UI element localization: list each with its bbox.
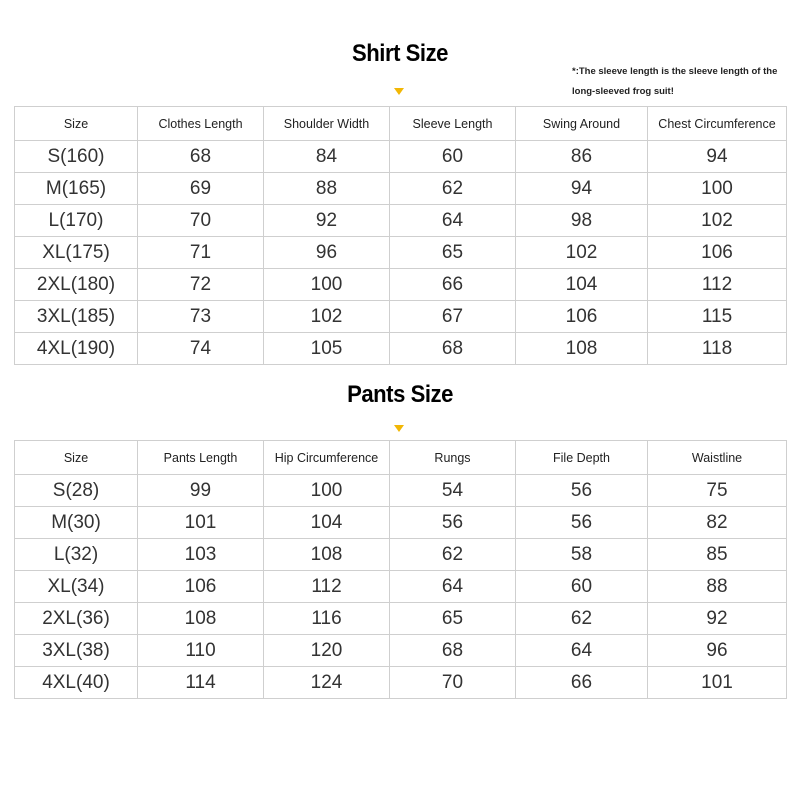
- table-header-row: [15, 107, 787, 141]
- table-cell: 116: [264, 603, 390, 635]
- table-cell: 86: [516, 141, 648, 173]
- table-cell: 118: [648, 333, 787, 365]
- column-header: Chest Circumference: [648, 107, 787, 141]
- column-header: Clothes Length: [138, 107, 264, 141]
- table-cell: 101: [648, 667, 787, 699]
- table-cell: 72: [138, 269, 264, 301]
- table-cell: 69: [138, 173, 264, 205]
- table-cell: 92: [264, 205, 390, 237]
- table-cell: 64: [390, 571, 516, 603]
- table-cell: 105: [264, 333, 390, 365]
- table-cell: 56: [516, 475, 648, 507]
- table-cell: 115: [648, 301, 787, 333]
- table-cell: 112: [648, 269, 787, 301]
- table-cell: XL(34): [15, 571, 138, 603]
- table-cell: L(170): [15, 205, 138, 237]
- column-header: Waistline: [648, 441, 787, 475]
- table-cell: 104: [264, 507, 390, 539]
- table-cell: 60: [516, 571, 648, 603]
- column-header: Size: [15, 107, 138, 141]
- table-cell: 2XL(180): [15, 269, 138, 301]
- table-cell: XL(175): [15, 237, 138, 269]
- table-cell: 102: [648, 205, 787, 237]
- table-cell: 100: [648, 173, 787, 205]
- column-header: Hip Circumference: [264, 441, 390, 475]
- table-cell: 98: [516, 205, 648, 237]
- table-cell: 66: [390, 269, 516, 301]
- down-triangle-icon: [394, 88, 404, 95]
- table-cell: 73: [138, 301, 264, 333]
- down-triangle-icon: [394, 425, 404, 432]
- table-cell: 71: [138, 237, 264, 269]
- table-cell: 99: [138, 475, 264, 507]
- table-cell: 62: [390, 539, 516, 571]
- table-cell: 54: [390, 475, 516, 507]
- table-row: [15, 205, 787, 237]
- table-cell: 106: [648, 237, 787, 269]
- table-cell: 94: [648, 141, 787, 173]
- pants-size-title: Pants Size: [347, 381, 453, 408]
- column-header: Sleeve Length: [390, 107, 516, 141]
- table-row: [15, 571, 787, 603]
- table-row: [15, 635, 787, 667]
- table-cell: 96: [648, 635, 787, 667]
- table-cell: 101: [138, 507, 264, 539]
- table-cell: 66: [516, 667, 648, 699]
- table-cell: M(30): [15, 507, 138, 539]
- table-row: [15, 475, 787, 507]
- table-cell: 94: [516, 173, 648, 205]
- table-cell: 120: [264, 635, 390, 667]
- table-row: [15, 507, 787, 539]
- table-cell: 82: [648, 507, 787, 539]
- table-cell: 65: [390, 603, 516, 635]
- table-cell: 62: [390, 173, 516, 205]
- column-header: Rungs: [390, 441, 516, 475]
- table-cell: S(160): [15, 141, 138, 173]
- table-row: [15, 301, 787, 333]
- table-row: [15, 603, 787, 635]
- table-cell: 2XL(36): [15, 603, 138, 635]
- column-header: File Depth: [516, 441, 648, 475]
- column-header: Size: [15, 441, 138, 475]
- table-cell: 84: [264, 141, 390, 173]
- table-cell: 88: [648, 571, 787, 603]
- table-cell: 100: [264, 269, 390, 301]
- table-cell: M(165): [15, 173, 138, 205]
- table-cell: 108: [264, 539, 390, 571]
- table-cell: S(28): [15, 475, 138, 507]
- table-row: [15, 269, 787, 301]
- table-row: [15, 141, 787, 173]
- table-row: [15, 237, 787, 269]
- table-cell: 114: [138, 667, 264, 699]
- table-cell: 58: [516, 539, 648, 571]
- table-cell: L(32): [15, 539, 138, 571]
- table-row: [15, 173, 787, 205]
- shirt-size-title: Shirt Size: [351, 40, 448, 67]
- table-cell: 106: [138, 571, 264, 603]
- table-cell: 64: [390, 205, 516, 237]
- sleeve-length-note: *:The sleeve length is the sleeve length of the long-sleeved frog suit!: [572, 66, 778, 97]
- table-cell: 56: [390, 507, 516, 539]
- table-cell: 4XL(40): [15, 667, 138, 699]
- table-cell: 88: [264, 173, 390, 205]
- table-cell: 68: [138, 141, 264, 173]
- table-cell: 104: [516, 269, 648, 301]
- table-cell: 65: [390, 237, 516, 269]
- table-cell: 96: [264, 237, 390, 269]
- table-cell: 3XL(185): [15, 301, 138, 333]
- table-cell: 70: [138, 205, 264, 237]
- table-cell: 102: [516, 237, 648, 269]
- table-cell: 108: [516, 333, 648, 365]
- table-cell: 103: [138, 539, 264, 571]
- table-cell: 112: [264, 571, 390, 603]
- table-cell: 75: [648, 475, 787, 507]
- table-cell: 68: [390, 635, 516, 667]
- shirt-size-table: [14, 106, 787, 365]
- table-cell: 67: [390, 301, 516, 333]
- table-cell: 56: [516, 507, 648, 539]
- table-cell: 64: [516, 635, 648, 667]
- table-cell: 124: [264, 667, 390, 699]
- table-cell: 100: [264, 475, 390, 507]
- table-cell: 68: [390, 333, 516, 365]
- column-header: Swing Around: [516, 107, 648, 141]
- table-cell: 102: [264, 301, 390, 333]
- table-cell: 62: [516, 603, 648, 635]
- table-row: [15, 333, 787, 365]
- table-cell: 74: [138, 333, 264, 365]
- table-header-row: [15, 441, 787, 475]
- table-cell: 108: [138, 603, 264, 635]
- table-cell: 3XL(38): [15, 635, 138, 667]
- column-header: Shoulder Width: [264, 107, 390, 141]
- table-cell: 106: [516, 301, 648, 333]
- column-header: Pants Length: [138, 441, 264, 475]
- pants-size-table: [14, 440, 787, 699]
- table-cell: 70: [390, 667, 516, 699]
- table-cell: 92: [648, 603, 787, 635]
- table-cell: 4XL(190): [15, 333, 138, 365]
- table-cell: 60: [390, 141, 516, 173]
- table-row: [15, 667, 787, 699]
- table-row: [15, 539, 787, 571]
- table-cell: 110: [138, 635, 264, 667]
- table-cell: 85: [648, 539, 787, 571]
